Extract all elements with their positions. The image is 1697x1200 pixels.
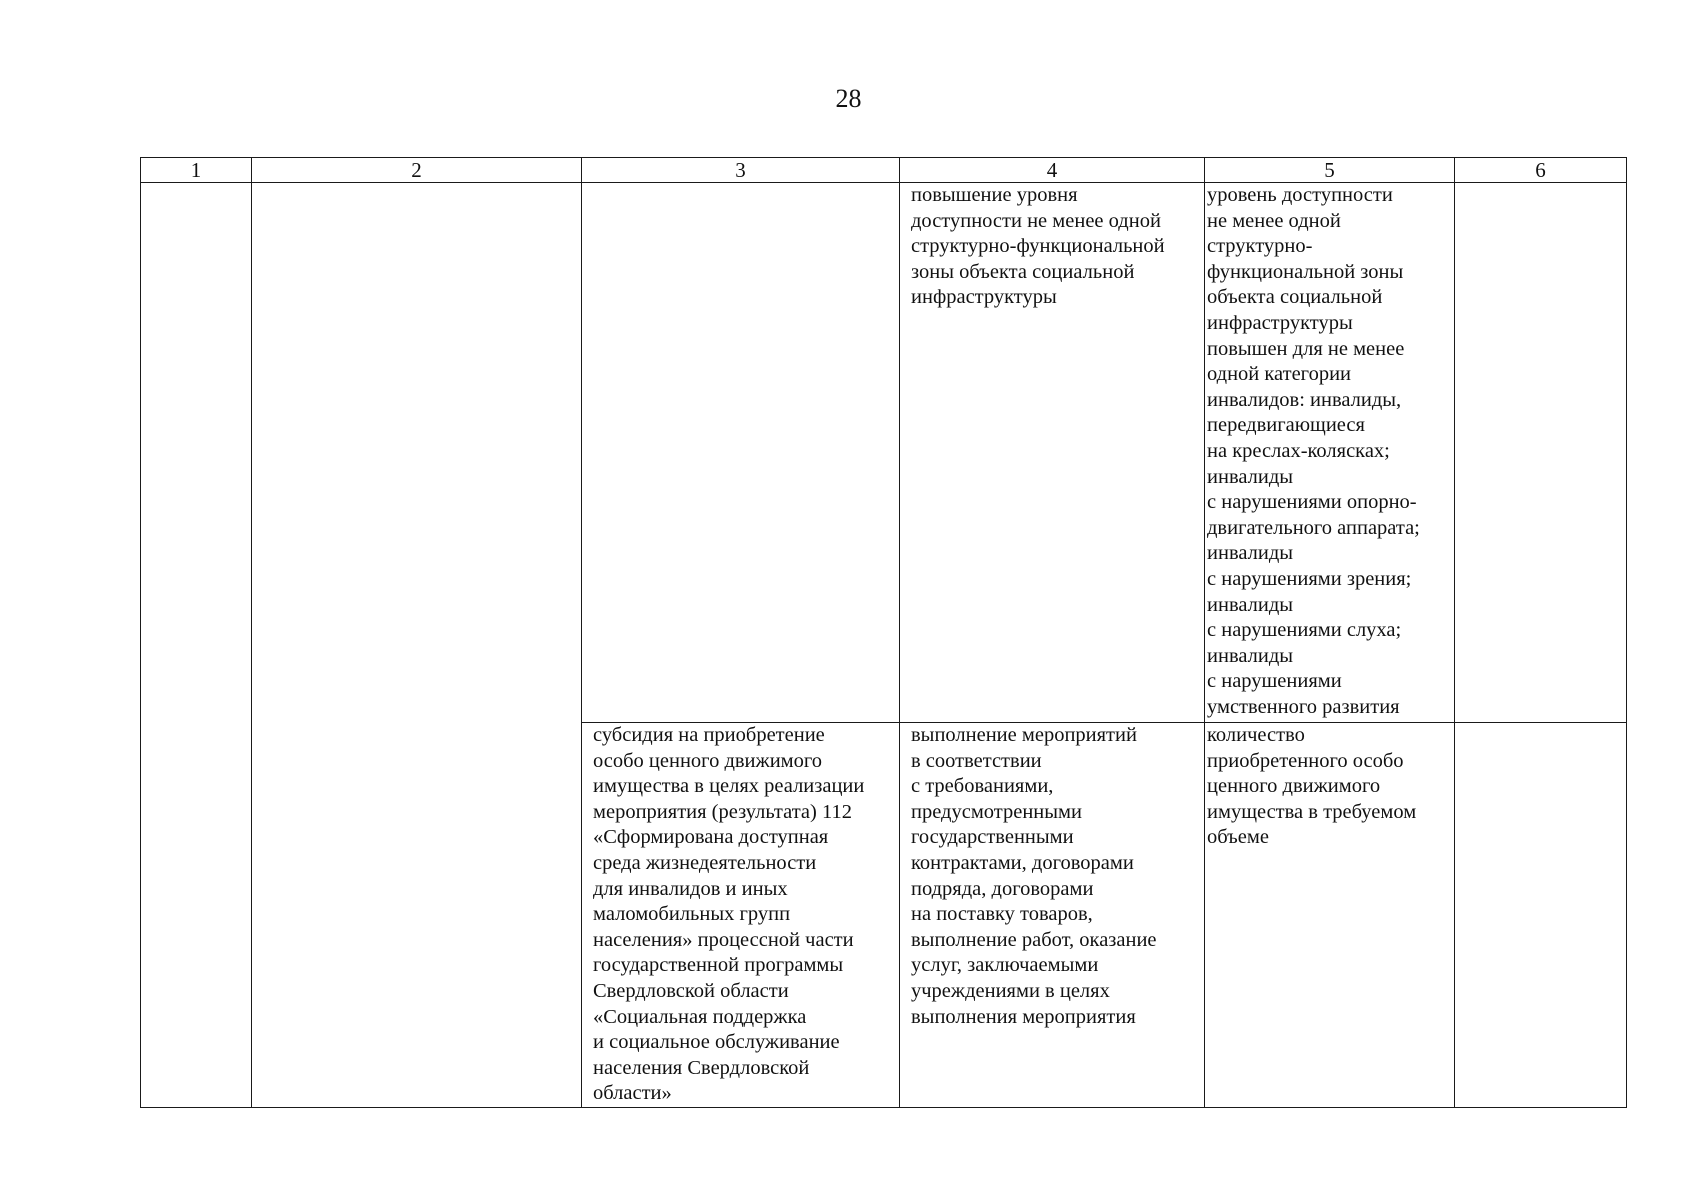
header-cell-3: 3	[582, 158, 900, 183]
row1-col3-cell	[582, 183, 900, 723]
row1-col1-cell	[141, 183, 252, 1108]
row2-col6-cell	[1455, 723, 1627, 1108]
header-cell-5: 5	[1205, 158, 1455, 183]
row2-result-cell: выполнение мероприятий в соответствии с требованиями, предусмотренными государственными контрактами, договорами подряда, договорами на поставку товаров, выполнение работ, оказание услуг, заключаемыми учреждениями в целях выполнения мероприятия	[900, 723, 1205, 1108]
table-row	[141, 183, 1627, 723]
header-cell-4: 4	[900, 158, 1205, 183]
row1-col6-cell	[1455, 183, 1627, 723]
header-cell-6: 6	[1455, 158, 1627, 183]
row1-col2-cell	[252, 183, 582, 1108]
row1-result-cell: повышение уровня доступности не менее одной структурно-функциональной зоны объекта социальной инфраструктуры	[900, 183, 1205, 723]
document-table	[140, 157, 1627, 1108]
row2-subsidy-cell: субсидия на приобретение особо ценного движимого имущества в целях реализации мероприятия (результата) 112 «Сформирована доступная среда жизнедеятельности для инвалидов и иных маломобильных групп населения» процессной части государственной программы Свердловской области «Социальная поддержка и социальное обслуживание населения Свердловской области»	[582, 723, 900, 1108]
row1-indicator-cell: уровень доступности не менее одной структурно- функциональной зоны объекта социальной инфраструктуры повышен для не менее одной категории инвалидов: инвалиды, передвигающиеся на креслах-колясках; инвалиды с нарушениями опорно- двигательного аппарата; инвалиды с нарушениями зрения; инвалиды с нарушениями слуха; инвалиды с нарушениями умственного развития	[1205, 183, 1455, 723]
header-cell-1: 1	[141, 158, 252, 183]
table-header-row	[141, 158, 1627, 183]
row2-indicator-cell: количество приобретенного особо ценного движимого имущества в требуемом объеме	[1205, 723, 1455, 1108]
header-cell-2: 2	[252, 158, 582, 183]
page-number: 28	[835, 84, 862, 113]
